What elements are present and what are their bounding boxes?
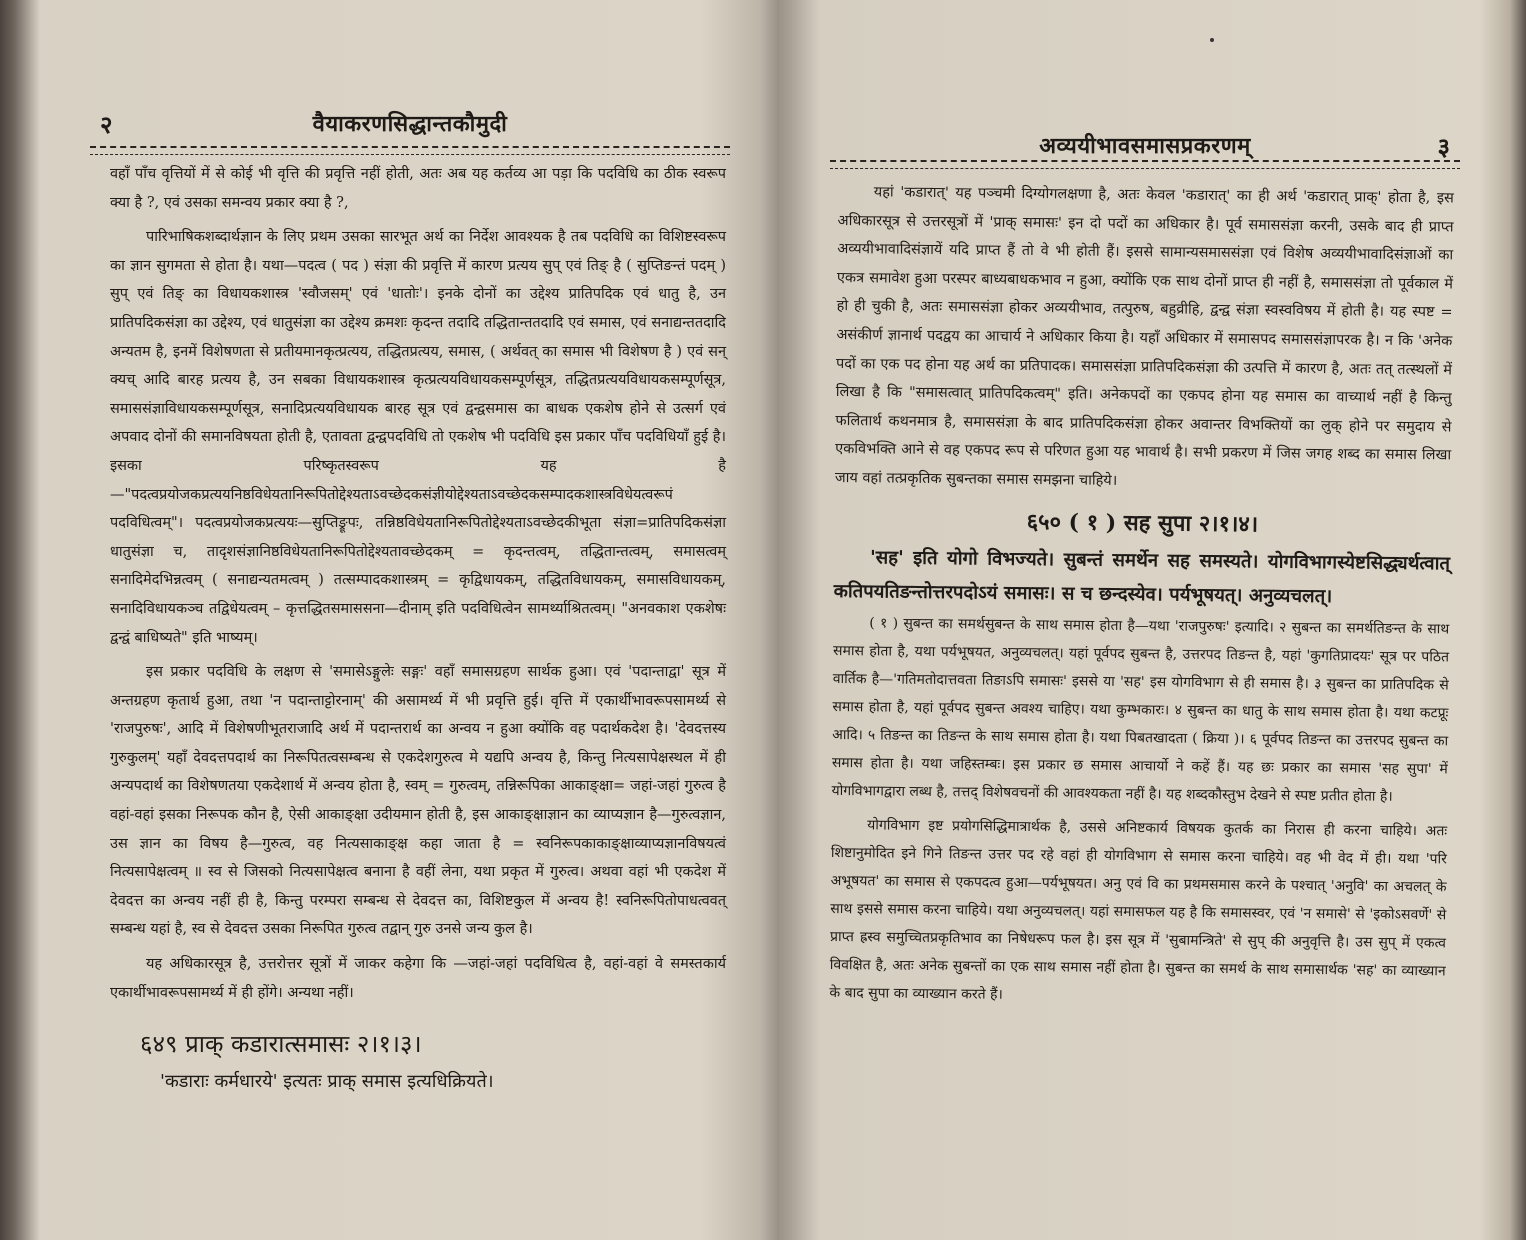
left-page-header	[90, 108, 730, 142]
header-rule	[830, 160, 1460, 169]
sutra-vritti: 'कडाराः कर्मधारये' इत्यतः प्राक् समास इत्यधिक्रियते।	[160, 1071, 494, 1093]
page-number: २	[100, 110, 113, 139]
header-rule	[90, 146, 730, 155]
paragraph: ( १ ) सुबन्त का समर्थसुबन्त के साथ समास होता है—यथा 'राजपुरुषः' इत्यादि। २ सुबन्त का समर्थतिङन्त के साथ समास होता है, यथा पर्यभूषयत, अनुव्यचलत्। यहां पूर्वपद सुबन्त है, उत्तरपद तिङन्त है, यहां 'कुगतिप्रादयः' सूत्र पर पठित वार्तिक है—'गतिमतोदात्तवता तिङाऽपि समासः' इससे या 'सह' इस योगविभाग से ही समास है। ३ सुबन्त का प्रातिपदिक से समास होता है, यहां पूर्वपद सुबन्त अवश्य चाहिए। यथा कुम्भकारः। ४ सुबन्त का धातु के साथ समास होता है। यथा कटप्रूः आदि। ५ तिङन्त का तिङन्त के साथ समास होता है। यथा पिबतखादता ( क्रिया )। ६ पूर्वपद तिङन्त का उत्तरपद सुबन्त का समास होता है। यथा जहिस्तम्बः। इस प्रकार छ समास आचार्यो ने कहें हैं। यह छः प्रकार का समास 'सह सुपा' में योगविभागद्वारा लब्ध है, तत्तद् विशेषवचनों की आवश्यकता नहीं है। यह शब्दकौस्तुभ देखने से स्पष्ट प्रतीत होता है।	[831, 614, 1450, 805]
sutra-heading: ६४९ प्राक् कडारात्समासः २।१।३।	[140, 1030, 422, 1059]
paragraph: यहां 'कडारात्' यह पञ्चमी दिग्योगलक्षणा है, अतः केवल 'कडारात्' का ही अर्थ 'कडारात् प्राक्' होता है, इस अधिकारसूत्र से उत्तरसूत्रों में 'प्राक् समासः' इन दो पदों का अधिकार है। पूर्व समाससंज्ञा करनी, उसके बाद ही प्राप्त अव्ययीभावादिसंज्ञायें यदि प्राप्त हैं तो वे भी होती हैं। इससे सामान्यसमाससंज्ञा एवं विशेष अव्ययीभावादिसंज्ञाओं का एकत्र समावेश हुआ परस्पर बाध्यबाधकभाव न हुआ, क्योंकि एक साथ दोनों प्राप्त ही नहीं है, समाससंज्ञा तो पूर्वकाल में हो ही चुकी है, अतः समाससंज्ञा होकर अव्ययीभाव, तत्पुरुष, बहुव्रीहि, द्वन्द्व संज्ञा स्वस्वविषय में होती है। यह स्पष्ट = असंकीर्ण ज्ञानार्थ पदद्वय का आचार्य ने अधिकार किया है। यहाँ अधिकार में समासपद समाससंज्ञापरक है। न कि 'अनेक पदों का एक पद होना यह अर्थ का प्रतिपादक। समाससंज्ञा प्रातिपदिकसंज्ञा की उत्पत्ति में कारण है, अतः तत् तत्स्थलों में लिखा है कि "समासत्वात् प्रातिपदिकत्वम्" इति। अनेकपदों का एकपद होना यह समास का वाच्यार्थ नहीं है किन्तु फलितार्थ कथनमात्र है, समाससंज्ञा के बाद प्रातिपदिकसंज्ञा होकर अवान्तर विभक्तियों का लुक् होने पर समुदाय से एकविभक्ति आने से वह एकपद रूप से परिणत हुआ यह भावार्थ है। सभी प्रकरण में जिस जगह शब्द का समास लिखा जाय वहां तत्प्रकृतिक सुबन्तका समास समझना चाहिये।	[834, 184, 1454, 489]
right-page	[800, 0, 1490, 1240]
paragraph: वहाँ पाँच वृत्तियों में से कोई भी वृत्ति की प्रवृत्ति नहीं होती, अतः अब यह कर्तव्य आ पड़ा कि पदविधि का ठीक स्वरूप क्या है ?, एवं उसका समन्वय प्रकार क्या है ?,	[110, 166, 726, 211]
sutra-vritti: 'सह' इति योगो विभज्यते। सुबन्तं समर्थेन सह समस्यते। योगविभागस्येष्टसिद्ध्यर्थत्वात् कतिपयतिङन्तोत्तरपदोऽयं समासः। स च छन्दस्येव। पर्यभूषयत्। अनुव्यचलत्।	[833, 546, 1451, 607]
speck	[1210, 38, 1214, 42]
paragraph: इस प्रकार पदविधि के लक्षण से 'समासेऽङ्गुलेः सङ्गः' वहाँ समासग्रहण सार्थक हुआ। एवं 'पदान्ताद्वा' सूत्र में अन्तग्रहण कृतार्थ हुआ, तथा 'न पदान्ताट्टोरनाम्' की असामर्थ्य में भी प्रवृत्ति हुई। वृत्ति में एकार्थीभावरूपसामर्थ्य से 'राजपुरुषः', आदि में विशेषणीभूतराजादि अर्थ में पदान्तरार्थ का अन्वय न हुआ क्योंकि वह पदार्थकदेश है। 'देवदत्तस्य गुरुकुलम्' यहाँ देवदत्तपदार्थ का निरूपितत्वसम्बन्ध से एकदेशगुरुत्व मे यद्यपि अन्वय है, किन्तु नित्यसापेक्षस्थल में ही अन्यपदार्थ का विशेषणतया एकदेशार्थ में अन्वय होता है, स्वम् = गुरुत्वम्, तन्निरूपिका आकाङ्क्षा= जहां-जहां गुरुत्व है वहां-वहां इसका निरूपक कौन है, ऐसी आकाङ्क्षा उदीयमान होती है, इस आकाङ्क्षाज्ञान का व्याप्यज्ञान है—गुरुत्वज्ञान, उस ज्ञान का विषय है—गुरुत्व, वह नित्यसाकाङ्क्ष कहा जाता है = स्वनिरूपकाकाङ्क्षाव्याप्यज्ञानविषयत्वं नित्यसापेक्षत्वम् ॥ स्व से जिसको नित्यसापेक्षत्व बनाना है वहीं लेना, यथा प्रकृत में गुरुत्व। अथवा वहां भी एकदेश में देवदत्त का अन्वय नहीं ही है, किन्तु परम्परा सम्बन्ध से देवदत्त का, विशिष्टकुल में अन्वय है! स्वनिरूपितोपाधत्ववत् सम्बन्ध यहां है, स्व से देवदत्त उसका निरूपित गुरुत्व तद्वान् गुरु उनसे जन्य कुल है।	[110, 664, 726, 938]
paragraph: पारिभाषिकशब्दार्थज्ञान के लिए प्रथम उसका सारभूत अर्थ का निर्देश आवश्यक है तब पदविधि का विशिष्टस्वरूप का ज्ञान सुगमता से होता है। यथा—पदत्व ( पद ) संज्ञा की प्रवृत्ति में कारण प्रत्यय सुप् एवं तिङ् है ( सुप्तिङन्तं पदम् ) सुप् एवं तिङ् का विधायकशास्त्र 'स्वौजसम्' एवं 'धातोः'। इनके दोनों का उद्देश्य प्रातिपदिक एवं धातु है, उन प्रातिपदिकसंज्ञा का उद्देश्य, एवं धातुसंज्ञा का उद्देश्य क्रमशः कृदन्त तदादि तद्धितान्ततदादि एवं समास, एवं सनाद्यन्ततदादि अन्यतम है, इनमें विशेषणता से प्रतीयमानकृत्प्रत्यय, तद्धितप्रत्यय, समास, ( अर्थवत् का समास भी विशेषण है ) एवं सन् क्यच् आदि बारह प्रत्यय है, उन सबका विधायकशास्त्र कृत्प्रत्ययविधायकसम्पूर्णसूत्र, तद्धितप्रत्ययविधायकसम्पूर्णसूत्र, समाससंज्ञाविधायकसम्पूर्णसूत्र, सनादिप्रत्ययविधायक बारह सूत्र एवं द्वन्द्वसमास का बाधक एकशेष होने से उत्सर्ग एवं अपवाद दोनों की समानविषयता होती है, एतावता द्वन्द्वपदविधि तो एकशेष भी पदविधि इस प्रकार पाँच पदविधियाँ हुई है। इसका परिष्कृतस्वरूप यह है—"पदत्वप्रयोजकप्रत्ययनिष्ठविधेयतानिरूपितोद्देश्यताऽवच्छेदकसंज्ञीयोद्देश्यताऽवच्छेदकसम्पादकशास्त्रविधेयत्वरूपं पदविधित्वम्"। पदत्वप्रयोजकप्रत्ययः—सुप्तिङ्रूपः, तन्निष्ठविधेयतानिरूपितोद्देश्यताऽवच्छेदकीभूता संज्ञा=प्रातिपदिकसंज्ञा धातुसंज्ञा च, तादृशसंज्ञानिष्ठविधेयतानिरूपितोद्देश्यतावच्छेदकम् = कृदन्तत्वम्, तद्धितान्तत्वम्, समासत्वम् सनादिमेदभिन्नत्वम् ( सनाद्यन्यतमत्वम् ) तत्सम्पादकशास्त्रम् = कृद्विधायकम्, तद्धितविधायकम्, समासविधायकम्, सनादिविधायकञ्च तद्विधेयत्वम् – कृत्तद्धितसमाससना—दीनाम् इति पदविधित्वेन सामर्थ्याश्रितत्वम्। "अनवकाश एकशेषः द्वन्द्वं बाधिष्यते" इति भाष्यम्।	[110, 229, 726, 646]
page-number: ३	[1437, 132, 1450, 161]
paragraph: यह अधिकारसूत्र है, उत्तरोत्तर सूत्रों में जाकर कहेगा कि —जहां-जहां पदविधित्व है, वहां-वहां वे समस्तकार्य एकार्थीभावरूपसामर्थ्य में ही होंगे। अन्यथा नहीं।	[110, 956, 726, 1001]
sutra-heading: ६५० ( १ ) सह सुपा २।१।४।	[1026, 508, 1259, 537]
right-page-body	[829, 178, 1454, 1013]
right-page-header	[830, 130, 1460, 164]
left-page-body	[110, 160, 726, 1099]
running-title: वैयाकरणसिद्धान्तकौमुदी	[312, 111, 508, 137]
left-page	[60, 0, 760, 1240]
paragraph: योगविभाग इष्ट प्रयोगसिद्धिमात्रार्थक है, उससे अनिष्टकार्य विषयक कुतर्क का निरास ही करना चाहिये। अतः शिष्टानुमोदित इने गिने तिङन्त उत्तर पद रहे वहां ही योगविभाग से समास करना चाहिये। वह भी वेद में ही। यथा 'परि अभूषयत' का समास से एकपदत्व हुआ—पर्यभूषयत। अनु एवं वि का प्रथमसमास करने के पश्चात् 'अनुवि' का अचलत् के साथ इससे समास करना चाहिये। यथा अनुव्यचलत्। यहां समासफल यह है कि समासस्वर, एवं 'न समासे' से 'इकोऽसवर्णे' से प्राप्त ह्रस्व समुच्चितप्रकृतिभाव का निषेधरूप फल है। इस सूत्र में 'सुबामन्त्रिते' से सुप् की अनुवृत्ति है। उस सुप् में एकत्व विवक्षित है, अतः अनेक सुबन्तों का एक साथ समास नहीं होता है। सुबन्त का समर्थ के साथ समासार्थक 'सह' का व्याख्यान के बाद सुपा का व्याख्यान करते हैं।	[829, 816, 1448, 1003]
running-title: अव्ययीभावसमासप्रकरणम्	[1039, 133, 1251, 159]
